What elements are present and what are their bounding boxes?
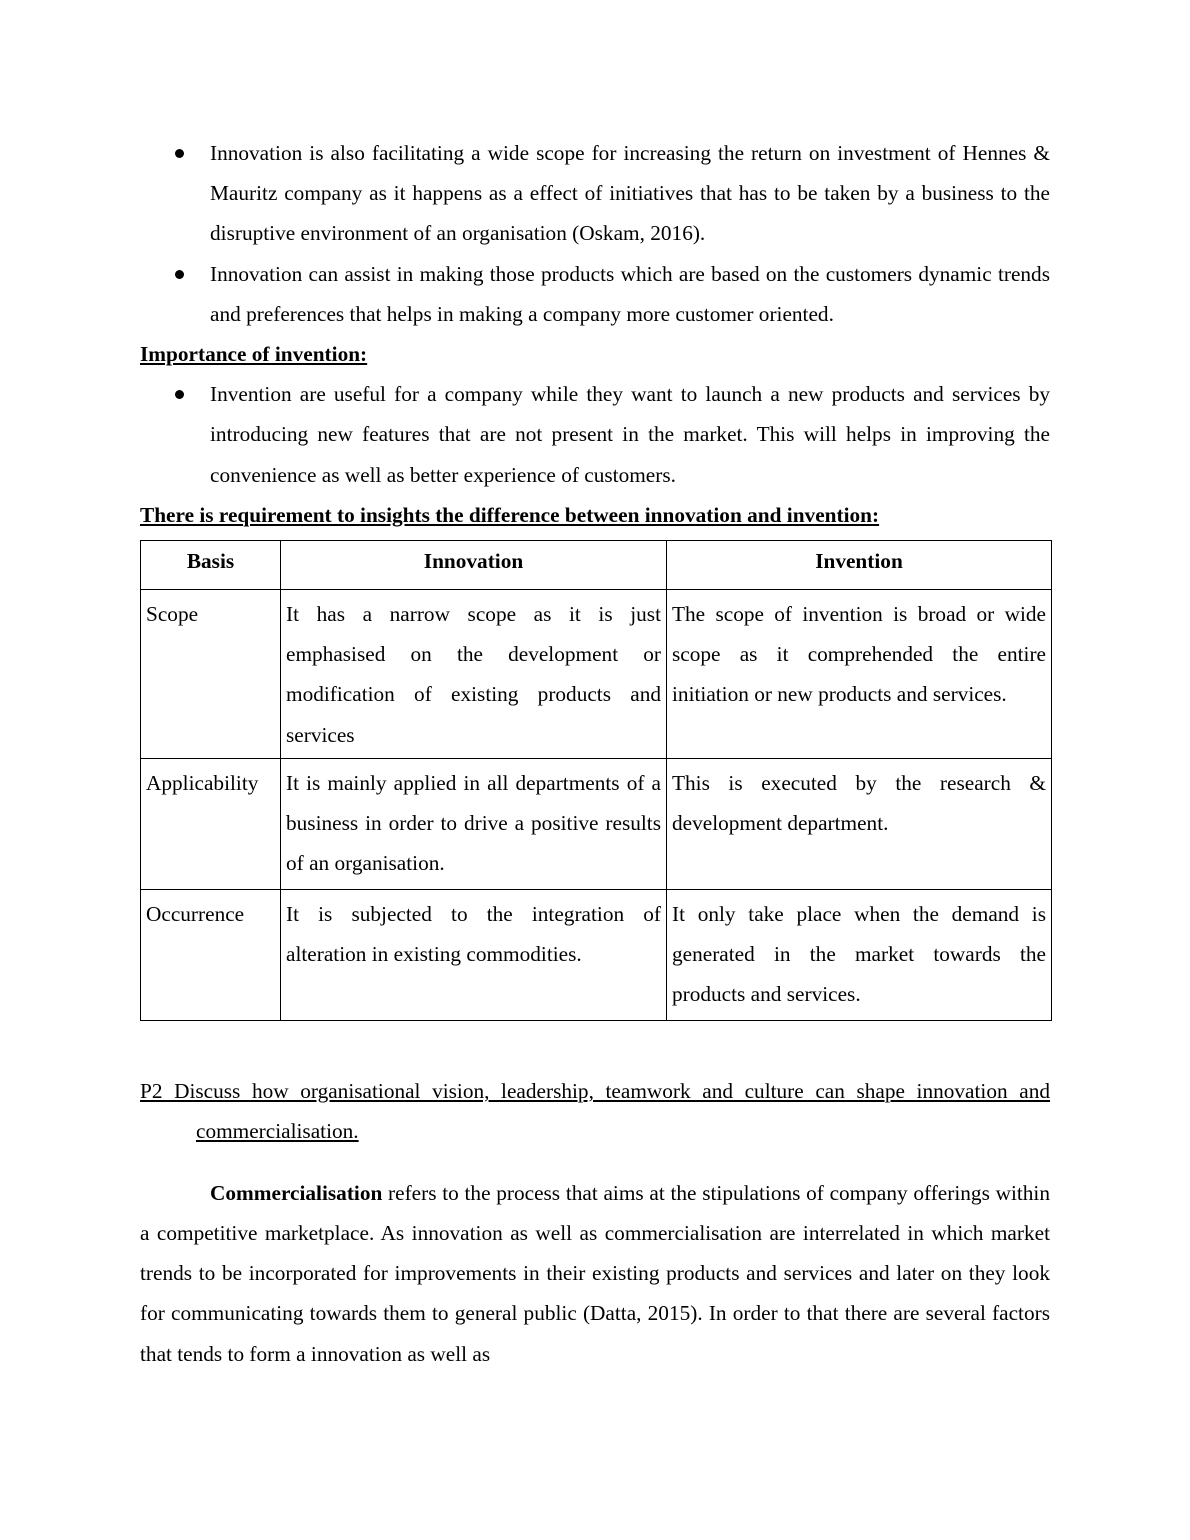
header-basis: Basis — [141, 541, 281, 590]
bullet-icon — [175, 390, 184, 399]
body-text: refers to the process that aims at the stipulations of company offerings within a competitive marketplace. As innovation as well as commercialisation are interrelated in which market trends to be incorporated for improvements in their existing products and services and later on they look for communicating towards them to general public (Datta, 2015). In order to that there are several factors that tends to form a innovation as well as — [140, 1180, 1050, 1366]
document-page — [140, 133, 1050, 1374]
list-item — [140, 374, 1050, 495]
cell-innovation: It is mainly applied in all departments of a business in order to drive a positive results of an organisation. — [281, 759, 667, 890]
bullet-text: Innovation can assist in making those products which are based on the customers dynamic trends and preferences that helps in making a company more customer oriented. — [210, 261, 1050, 326]
body-paragraph — [140, 1173, 1050, 1374]
cell-invention: The scope of invention is broad or wide scope as it comprehended the entire initiation or new products and services. — [667, 590, 1052, 759]
lead-term: Commercialisation — [210, 1180, 383, 1205]
cell-invention: This is executed by the research & development department. — [667, 759, 1052, 890]
cell-basis: Applicability — [141, 759, 281, 890]
bullet-icon — [175, 270, 184, 279]
table-row — [141, 590, 1052, 759]
cell-innovation: It has a narrow scope as it is just emphasised on the development or modification of existing products and services — [281, 590, 667, 759]
cell-basis: Occurrence — [141, 890, 281, 1021]
heading-importance-of-invention: Importance of invention: — [140, 342, 368, 367]
comparison-table — [140, 540, 1052, 1021]
cell-basis: Scope — [141, 590, 281, 759]
list-item — [140, 254, 1050, 334]
table-row — [141, 759, 1052, 890]
heading-difference: There is requirement to insights the difference between innovation and invention: — [140, 502, 880, 527]
innovation-bullet-list — [140, 133, 1050, 334]
cell-invention: It only take place when the demand is generated in the market towards the products and services. — [667, 890, 1052, 1021]
header-invention: Invention — [667, 541, 1052, 590]
header-innovation: Innovation — [281, 541, 667, 590]
table-header-row — [141, 541, 1052, 590]
bullet-text: Innovation is also facilitating a wide scope for increasing the return on investment of Hennes & Mauritz company as it happens as a effect of initiatives that has to be taken by a business to the disruptive environment of an organisation (Oskam, 2016). — [210, 141, 1050, 246]
bullet-text: Invention are useful for a company while they want to launch a new products and services by introducing new features that are not present in the market. This will helps in improving the convenience as well as better experience of customers. — [210, 382, 1050, 487]
bullet-icon — [175, 149, 184, 158]
table-row — [141, 890, 1052, 1021]
section-title-p2: P2 Discuss how organisational vision, leadership, teamwork and culture can shape innovation and commercialisation. — [140, 1079, 1050, 1144]
cell-innovation: It is subjected to the integration of alteration in existing commodities. — [281, 890, 667, 1021]
invention-bullet-list — [140, 374, 1050, 495]
list-item — [140, 133, 1050, 254]
